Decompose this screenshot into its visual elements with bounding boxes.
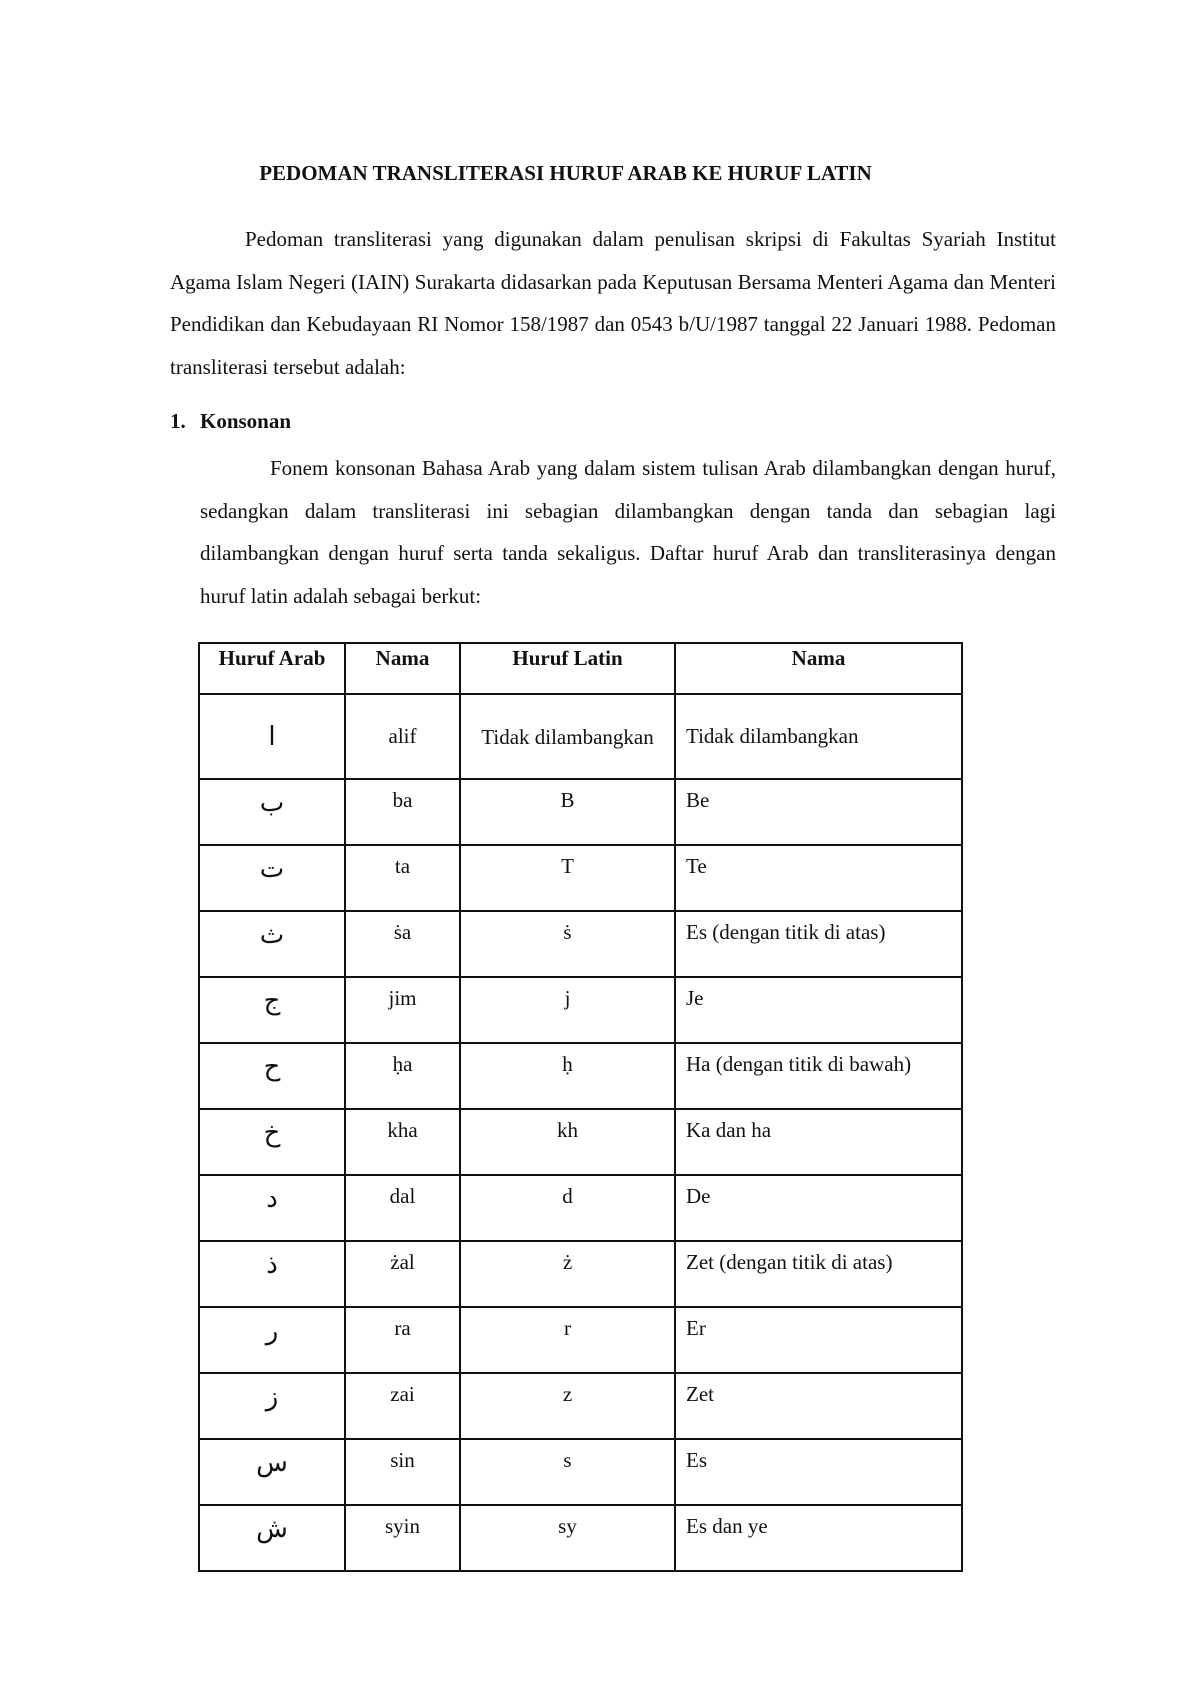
table-row (199, 1109, 962, 1175)
cell-keterangan: Te (675, 845, 962, 911)
cell-arab: ب (199, 779, 345, 845)
cell-latin: r (460, 1307, 675, 1373)
table-row (199, 1373, 962, 1439)
cell-nama: syin (345, 1505, 460, 1571)
cell-latin: ḥ (460, 1043, 675, 1109)
cell-keterangan: Zet (675, 1373, 962, 1439)
section-paragraph: Fonem konsonan Bahasa Arab yang dalam sistem tulisan Arab dilambangkan dengan huruf, sedangkan dalam transliterasi ini sebagian dilambangkan dengan tanda dan sebagian lagi dilambangkan dengan huruf serta tanda sekaligus. Daftar huruf Arab dan transliterasinya dengan huruf latin adalah sebagai berkut: (200, 456, 1056, 608)
cell-arab: ت (199, 845, 345, 911)
cell-nama: jim (345, 977, 460, 1043)
cell-keterangan: Zet (dengan titik di atas) (675, 1241, 962, 1307)
cell-keterangan: Tidak dilambangkan (675, 694, 962, 779)
cell-arab: ر (199, 1307, 345, 1373)
table-row (199, 1175, 962, 1241)
table-row (199, 694, 962, 779)
table-header-row (199, 643, 962, 694)
cell-latin: ṡ (460, 911, 675, 977)
cell-nama: ba (345, 779, 460, 845)
cell-keterangan: Ka dan ha (675, 1109, 962, 1175)
cell-latin: z (460, 1373, 675, 1439)
cell-nama: alif (345, 694, 460, 779)
cell-latin: kh (460, 1109, 675, 1175)
cell-arab: س (199, 1439, 345, 1505)
table-row (199, 845, 962, 911)
cell-nama: zai (345, 1373, 460, 1439)
table-row (199, 1043, 962, 1109)
cell-nama: ta (345, 845, 460, 911)
cell-keterangan: Es dan ye (675, 1505, 962, 1571)
cell-latin: T (460, 845, 675, 911)
cell-nama: sin (345, 1439, 460, 1505)
table-row (199, 779, 962, 845)
cell-nama: dal (345, 1175, 460, 1241)
cell-nama: ḥa (345, 1043, 460, 1109)
table-row (199, 1505, 962, 1571)
cell-nama: żal (345, 1241, 460, 1307)
cell-arab: ث (199, 911, 345, 977)
section-heading-konsonan (170, 409, 291, 434)
cell-nama: kha (345, 1109, 460, 1175)
cell-arab: ج (199, 977, 345, 1043)
section-number: 1. (170, 409, 186, 433)
table-row (199, 1439, 962, 1505)
intro-paragraph: Pedoman transliterasi yang digunakan dalam penulisan skripsi di Fakultas Syariah Institut Agama Islam Negeri (IAIN) Surakarta didasarkan pada Keputusan Bersama Menteri Agama dan Menteri Pendidikan dan Kebudayaan RI Nomor 158/1987 dan 0543 b/U/1987 tanggal 22 Januari 1988. Pedoman transliterasi tersebut adalah: (170, 227, 1056, 379)
cell-arab: ز (199, 1373, 345, 1439)
cell-nama: ṡa (345, 911, 460, 977)
cell-nama: ra (345, 1307, 460, 1373)
document-title: PEDOMAN TRANSLITERASI HURUF ARAB KE HURUF LATIN (259, 161, 872, 185)
cell-keterangan: Je (675, 977, 962, 1043)
table-row (199, 1307, 962, 1373)
table-row (199, 977, 962, 1043)
cell-latin: sy (460, 1505, 675, 1571)
cell-arab: ا (199, 694, 345, 779)
table-row (199, 1241, 962, 1307)
section-title: Konsonan (200, 409, 292, 433)
table-row (199, 911, 962, 977)
cell-keterangan: Ha (dengan titik di bawah) (675, 1043, 962, 1109)
cell-arab: ح (199, 1043, 345, 1109)
header-huruf-arab: Huruf Arab (199, 643, 345, 694)
header-nama: Nama (345, 643, 460, 694)
cell-latin: Tidak dilambangkan (460, 694, 675, 779)
cell-keterangan: Be (675, 779, 962, 845)
cell-keterangan: Er (675, 1307, 962, 1373)
cell-keterangan: Es (dengan titik di atas) (675, 911, 962, 977)
header-huruf-latin: Huruf Latin (460, 643, 675, 694)
cell-latin: d (460, 1175, 675, 1241)
cell-latin: j (460, 977, 675, 1043)
cell-latin: s (460, 1439, 675, 1505)
cell-arab: ش (199, 1505, 345, 1571)
cell-keterangan: De (675, 1175, 962, 1241)
cell-keterangan: Es (675, 1439, 962, 1505)
header-nama-keterangan: Nama (675, 643, 962, 694)
cell-arab: خ (199, 1109, 345, 1175)
cell-latin: ż (460, 1241, 675, 1307)
cell-arab: د (199, 1175, 345, 1241)
cell-latin: B (460, 779, 675, 845)
cell-arab: ذ (199, 1241, 345, 1307)
transliteration-table (198, 642, 963, 1572)
